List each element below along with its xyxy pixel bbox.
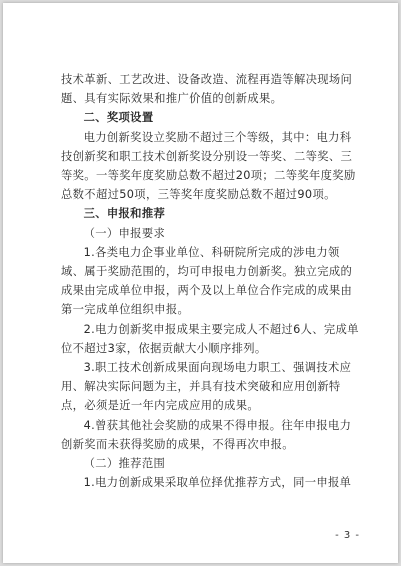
page-number: - 3 - <box>335 530 360 541</box>
document-body <box>61 70 361 492</box>
paragraph-continuation: 技术革新、工艺改进、设备改造、流程再造等解决现场问题、具有实际效果和推广价值的创新成果。 <box>61 73 353 106</box>
document-page <box>3 3 398 563</box>
paragraph-award-levels: 电力创新奖设立奖励不超过三个等级，其中：电力科技创新奖和职工技术创新奖设分别设一等奖、二等奖、三等奖。一等奖年度奖励总数不超过20项；二等奖年度奖励总数不超过50项，三等奖年度奖励总数不超过90项。 <box>61 130 356 202</box>
requirement-item-2: 2.电力创新奖申报成果主要完成人不超过6人、完成单位不超过3家，依据贡献大小顺序排列。 <box>61 322 359 355</box>
requirement-item-3: 3.职工技术创新成果面向现场电力职工、强调技术应用、解决实际问题为主，并具有技术突破和应用创新特点，必须是近一年内完成应用的成果。 <box>61 361 352 413</box>
section-heading-application: 三、申报和推荐 <box>83 207 166 221</box>
scope-item-1: 1.电力创新成果采取单位择优推荐方式，同一申报单 <box>83 476 352 490</box>
requirement-item-1: 1.各类电力企事业单位、科研院所完成的涉电力领域、属于奖励范围的，均可申报电力创新奖。独立完成的成果由完成单位申报，两个及以上单位合作完成的成果由第一完成单位组织申报。 <box>61 245 353 317</box>
requirement-item-4: 4.曾获其他社会奖励的成果不得申报。往年申报电力创新奖而未获得奖励的成果，不得再次申报。 <box>61 418 352 451</box>
subheading-recommendation-scope: （二）推荐范围 <box>83 457 166 471</box>
subheading-requirements: （一）申报要求 <box>83 226 166 240</box>
section-heading-awards: 二、奖项设置 <box>83 111 154 125</box>
